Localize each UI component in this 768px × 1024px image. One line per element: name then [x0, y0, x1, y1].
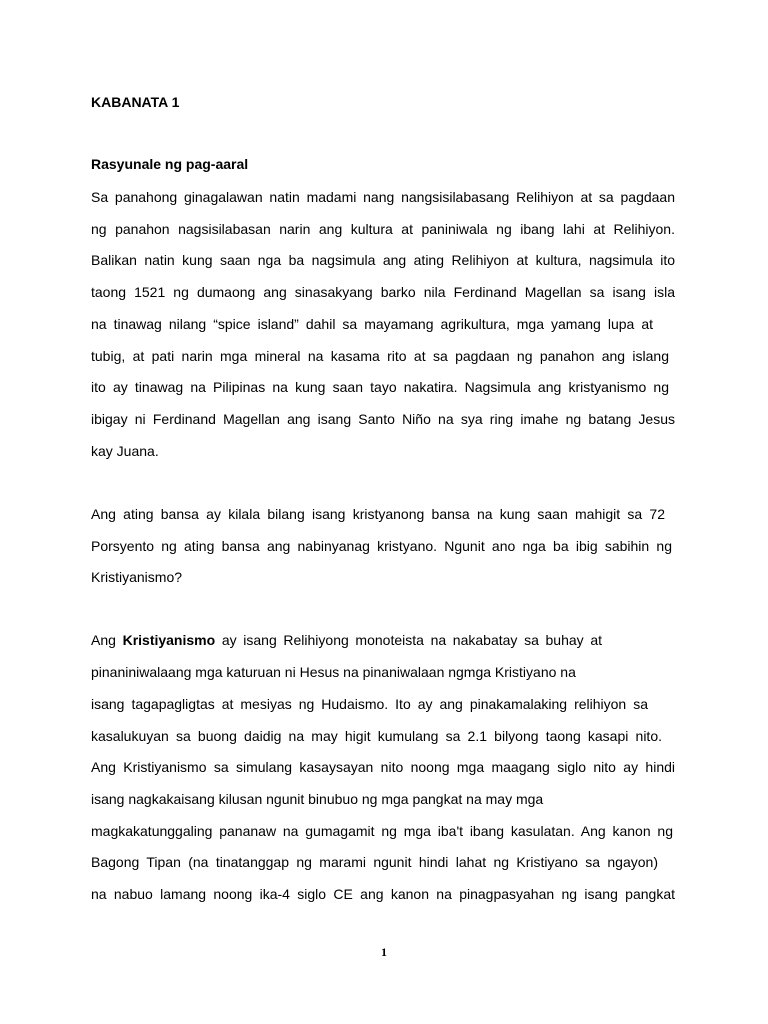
- paragraph-line: Ang ating bansa ay kilala bilang isang kristyanong bansa na kung saan mahigit sa 72: [91, 506, 665, 522]
- section-heading: Rasyunale ng pag-aaral: [91, 156, 249, 172]
- paragraph-line: Balikan natin kung saan nga ba nagsimula ang ating Relihiyon at kultura, nagsimula ito: [91, 252, 675, 268]
- paragraph-line: Ang Kristiyanismo sa simulang kasaysayan nito noong mga maagang siglo nito ay hindi: [91, 759, 675, 775]
- paragraph-line: taong 1521 ng dumaong ang sinasakyang barko nila Ferdinand Magellan sa isang isla: [91, 284, 675, 300]
- paragraph-line: ibigay ni Ferdinand Magellan ang isang Santo Niño na sya ring imahe ng batang Jesus: [91, 411, 675, 427]
- paragraph-line: Bagong Tipan (na tinatanggap ng marami ngunit hindi lahat ng Kristiyano sa ngayon): [91, 854, 658, 870]
- paragraph-line: kasalukuyan sa buong daidig na may higit kumulang sa 2.1 bilyong taong kasapi nito.: [91, 728, 662, 744]
- paragraph-line: kay Juana.: [91, 443, 159, 459]
- paragraph-line: ng panahon nagsisilabasan narin ang kultura at paniniwala ng ibang lahi at Relihiyon.: [91, 221, 675, 237]
- paragraph-line: pinaniniwalaang mga katuruan ni Hesus na pinaniwalaan ngmga Kristiyano na: [91, 664, 576, 680]
- paragraph-line: magkakatunggaling pananaw na gumagamit ng mga iba't ibang kasulatan. Ang kanon ng: [91, 823, 673, 839]
- paragraph-line: [91, 632, 602, 648]
- paragraph-line: isang nagkakaisang kilusan ngunit binubuo ng mga pangkat na may mga: [91, 791, 544, 807]
- page-number: 1: [381, 945, 387, 959]
- bold-term: Kristiyanismo: [122, 632, 216, 648]
- paragraph-text: ay isang Relihiyong monoteista na nakabatay sa buhay at: [215, 632, 602, 648]
- paragraph-line: Sa panahong ginagalawan natin madami nang nangsisilabasang Relihiyon at sa pagdaan: [91, 189, 675, 205]
- paragraph-line: Kristiyanismo?: [91, 569, 183, 585]
- paragraph-line: Porsyento ng ating bansa ang nabinyanag kristyano. Ngunit ano nga ba ibig sabihin ng: [91, 538, 672, 554]
- chapter-heading: KABANATA 1: [91, 94, 180, 110]
- paragraph-line: na tinawag nilang “spice island” dahil sa mayamang agrikultura, mga yamang lupa at: [91, 316, 653, 332]
- paragraph-line: isang tagapagligtas at mesiyas ng Hudaismo. Ito ay ang pinakamalaking relihiyon sa: [91, 696, 648, 712]
- paragraph-text: Ang: [91, 632, 123, 648]
- paragraph-line: ito ay tinawag na Pilipinas na kung saan tayo nakatira. Nagsimula ang kristyanismo ng: [91, 379, 669, 395]
- paragraph-line: na nabuo lamang noong ika-4 siglo CE ang kanon na pinagpasyahan ng isang pangkat: [91, 886, 675, 902]
- paragraph-line: tubig, at pati narin mga mineral na kasama rito at sa pagdaan ng panahon ang islang: [91, 348, 669, 364]
